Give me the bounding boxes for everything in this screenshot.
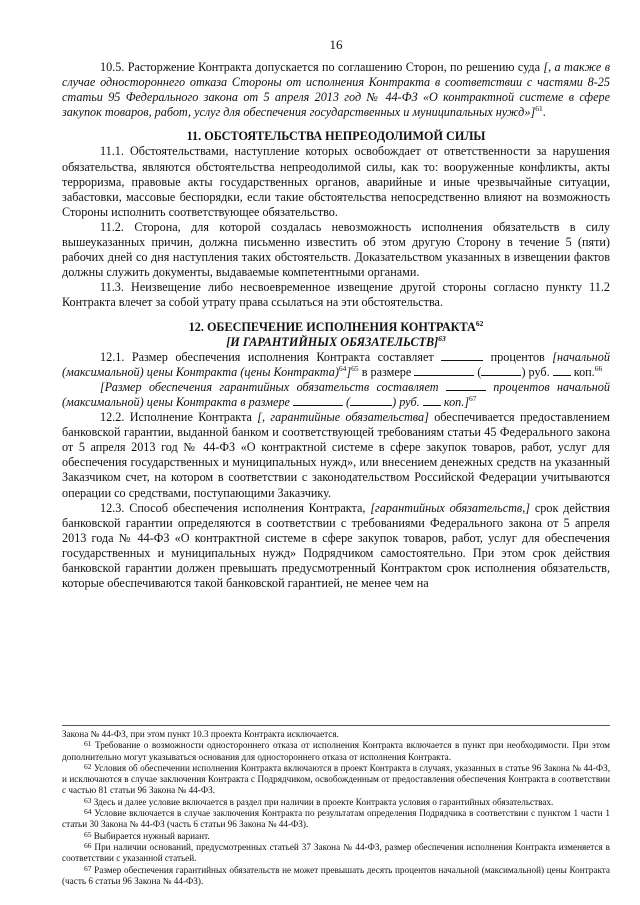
- section-12-subtitle: [И ГАРАНТИЙНЫХ ОБЯЗАТЕЛЬСТВ]$^{63}$: [226, 333, 446, 349]
- blank-field: [293, 395, 343, 406]
- blank-field: [481, 365, 521, 376]
- paragraph-12-1: 12.1. Размер обеспечения исполнения Контракта составляет процентов [начальной (максимальной) цены Контракта (цены Контракта)$^{64}$]$^{65}$ в размере ( ) руб. коп.$^{66}$: [62, 349, 610, 379]
- page-number: 16: [329, 37, 343, 52]
- footnote-ref: 61: [535, 104, 543, 114]
- footnote-64: $^{64}$ Условие включается в случае заключения Контракта по результатам определения Подрядчика в соответствии с пунктом 1 части 1 статьи 30 Закона № 44-ФЗ (часть 6 статьи 96 Закона № 44-ФЗ).: [62, 807, 610, 830]
- blank-field: [553, 365, 571, 376]
- paragraph-11-2: 11.2. Сторона, для которой создалась невозможность исполнения обязательств в силу вышеуказанных причин, должна письменно известить об этом другую Сторону в течение 5 (пяти) рабочих дней со дня наступления таких обстоятельств. Доказательством указанных в извещении фактов должны служить документы, выдаваемые компетентными органами.: [62, 219, 610, 280]
- paragraph-11-3: 11.3. Неизвещение либо несвоевременное извещение другой стороны согласно пункту 11.2 Контракта влечет за собой утрату права ссылаться на эти обстоятельства.: [62, 280, 610, 310]
- footnote-61: $^{61}$ Требование о возможности одностороннего отказа от исполнения Контракта включается в пункт при необходимости. При этом дополнительно могут указываться основания для одностороннего отказа от исполнения Контракта.: [62, 739, 610, 762]
- section-11-title: 11. ОБСТОЯТЕЛЬСТВА НЕПРЕОДОЛИМОЙ СИЛЫ: [186, 129, 486, 144]
- blank-field: [446, 380, 486, 391]
- blank-field: [414, 365, 474, 376]
- paragraph-12-1-guarantee: [Размер обеспечения гарантийных обязательств составляет процентов начальной (максимальной) цены Контракта в размере ( ) руб. коп.]$^{67}$: [62, 379, 610, 409]
- footnotes: [62, 729, 610, 887]
- footnote-67: $^{67}$ Размер обеспечения гарантийных обязательств не может превышать десять процентов начальной (максимальной) цены Контракта (часть 6 статьи 96 Закона № 44-ФЗ).: [62, 863, 610, 886]
- section-12-title: 12. ОБЕСПЕЧЕНИЕ ИСПОЛНЕНИЯ КОНТРАКТА$^{62}$: [188, 318, 484, 334]
- blank-field: [350, 395, 392, 406]
- paragraph-10-5: 10.5. Расторжение Контракта допускается по соглашению Сторон, по решению суда [, а также в случае одностороннего отказа Стороны от исполнения Контракта в соответствии с частями 8-25 статьи 95 Федерального закона от 5 апреля 2013 год № 44-ФЗ «О контрактной системе в сфере закупок товаров, работ, услуг для обеспечения государственных и муниципальных нужд»]$^{61}$.: [62, 60, 610, 120]
- document-body: [62, 60, 610, 591]
- paragraph-12-2: 12.2. Исполнение Контракта [, гарантийные обязательства] обеспечивается предоставлением банковской гарантии, выданной банком и соответствующей требованиям статьи 45 Федерального закона от 5 апреля 2013 год № 44-ФЗ «О контрактной системе в сфере закупок товаров, работ, услуг для обеспечения государственных и муниципальных нужд», или внесением денежных средств на указанный Заказчиком счет, на котором в соответствии с законодательством Российской Федерации учитываются операции со средствами, поступающими Заказчику.: [62, 410, 610, 500]
- footnote-66: $^{66}$ При наличии оснований, предусмотренных статьей 37 Закона № 44-ФЗ, размер обеспечения исполнения Контракта изменяется в соответствии с указанной статьей.: [62, 840, 610, 864]
- footnote-65: $^{65}$ Выбирается нужный вариант.: [84, 829, 210, 841]
- footnote-separator: [62, 725, 610, 726]
- blank-field: [423, 395, 441, 406]
- footnote-ref: 62: [475, 318, 484, 328]
- paragraph-12-3: 12.3. Способ обеспечения исполнения Контракта, [гарантийных обязательств,] срок действия банковской гарантии определяются в соответствии с требованиями Федерального закона от 5 апреля 2013 года № 44-ФЗ «О контрактной системе в сфере закупок товаров, работ, услуг для обеспечения государственных и муниципальных нужд» Подрядчиком самостоятельно. При этом срок действия банковской гарантии должен превышать предусмотренный Контрактом срок исполнения обязательств, которые обеспечиваются такой банковской гарантией, не менее чем на: [62, 500, 610, 591]
- footnote-ref: 63: [438, 333, 446, 343]
- footnote-continuation: Закона № 44-ФЗ, при этом пункт 10.3 проекта Контракта исключается.: [62, 729, 339, 739]
- blank-field: [441, 350, 483, 361]
- footnote-63: $^{63}$ Здесь и далее условие включается в раздел при наличии в проекте Контракта условия о гарантийных обязательствах.: [84, 795, 554, 807]
- footnote-62: $^{62}$ Условия об обеспечении исполнения Контракта включаются в проект Контракта в случаях, указанных в статье 96 Закона № 44-ФЗ, и исключаются в случае заключения Контракта с Подрядчиком, освобожденным от предоставления обеспечения Контракта в соответствии с частью 81 статьи 96 Закона № 44-ФЗ.: [62, 761, 610, 796]
- paragraph-11-1: 11.1. Обстоятельствами, наступление которых освобождает от ответственности за нарушения обязательства, являются обстоятельства непреодолимой силы, как то: вооруженные конфликты, акты терроризма, правовые акты государственных органов, аварийные и иные чрезвычайные ситуации, забастовки, массовые беспорядки, если такие обстоятельства непосредственно влияют на возможность Стороны исполнить соответствующее обязательство.: [62, 144, 610, 219]
